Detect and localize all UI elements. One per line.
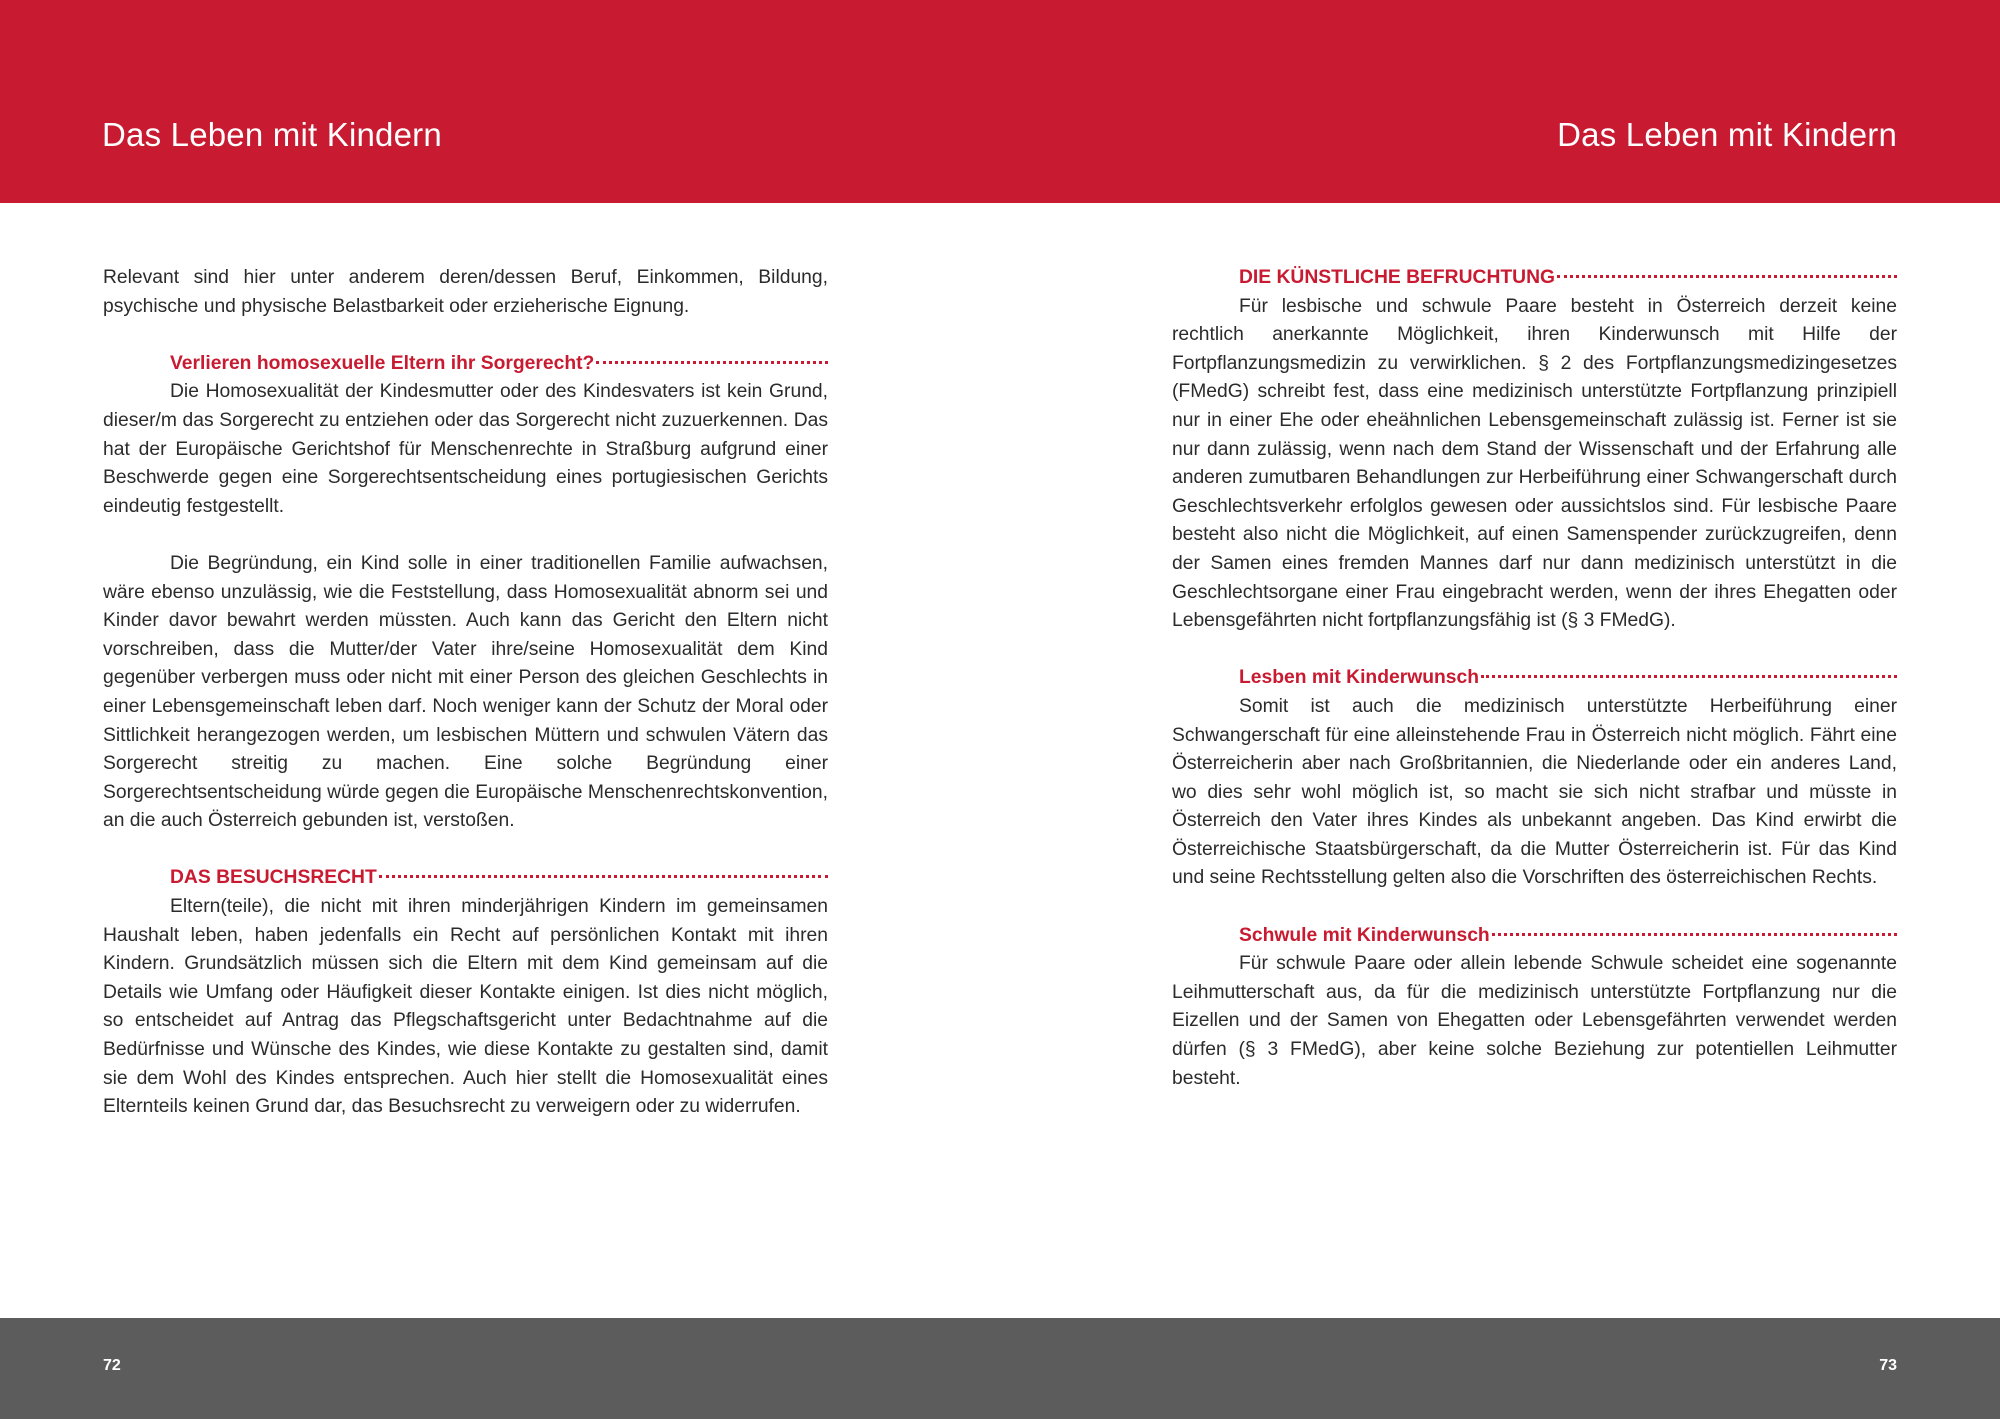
paragraph-schwule: Für schwule Paare oder allein lebende Schwule scheidet eine sogenannte Leihmutterschaft aus, da für die medizinisch unterstützte Fortpflanzung nur die Eizellen und der Samen von Ehegatten oder Lebensgefährten verwendet werden dürfen (§ 3 FMedG), aber keine solche Beziehung zur potentiellen Leihmutter besteht. — [1172, 953, 1897, 1089]
dotted-leader — [596, 355, 828, 364]
spacer — [103, 521, 828, 550]
heading-text: Lesben mit Kinderwunsch — [1239, 667, 1479, 689]
dotted-leader — [1481, 669, 1897, 678]
page-number-right: 73 — [1879, 1357, 1897, 1374]
running-title-right: Das Leben mit Kindern — [1557, 116, 1897, 153]
paragraph-begruendung: Die Begründung, ein Kind solle in einer traditionellen Familie aufwachsen, wäre ebenso unzulässig, wie die Feststellung, dass Homosexualität abnorm sei und Kinder davor bewahrt werden müssten. Auch kann das Gericht den Eltern nicht vorschreiben, dass die Mutter/der Vater ihre/seine Homosexualität dem Kind gegenüber verbergen muss oder nicht mit einer Person des gleichen Geschlechts in einer Lebensgemeinschaft leben darf. Noch weniger kann der Schutz der Moral oder Sittlichkeit herangezogen werden, um lesbischen Müttern und schwulen Vätern das Sorgerecht streitig zu machen. Eine solche Begründung einer Sorgerechtsentscheidung würde gegen die Europäische Menschenrechtskonvention, an die auch Österreich gebunden ist, verstoßen. — [103, 552, 828, 832]
paragraph-befruchtung: Für lesbische und schwule Paare besteht in Österreich derzeit keine rechtlich anerkannte Möglichkeit, ihren Kinderwunsch mit Hilfe der Fortpflanzungsmedizin zu verwirklichen. § 2 des Fortpflanzungsmedizingesetzes (FMedG) schreibt fest, dass eine medizinisch unterstützte Fortpflanzung prinzipiell nur in einer Ehe oder eheähnlichen Lebensgemeinschaft zulässig ist. Ferner ist sie nur dann zulässig, wenn nach dem Stand der Wissenschaft und der Erfahrung alle anderen zumutbaren Behandlungen zur Herbeiführung einer Schwangerschaft durch Geschlechtsverkehr erfolglos gewesen oder aussichtslos sind. Für lesbische Paare besteht also nicht die Möglichkeit, auf einen Samenspender zurückzugreifen, denn der Samen eines fremden Mannes darf nur dann medizinisch unterstützt in die Geschlechtsorgane einer Frau eingebracht werden, wenn der ihres Ehegatten oder Lebensgefährten nicht fortpflanzungsfähig ist (§ 3 FMedG). — [1172, 295, 1897, 632]
dotted-leader — [379, 869, 828, 878]
intro-paragraph: Relevant sind hier unter anderem deren/dessen Beruf, Einkommen, Bildung, psychische und physische Belastbarkeit oder erzieherische Eignung. — [103, 267, 828, 317]
spacer — [103, 836, 828, 865]
dotted-leader — [1557, 269, 1897, 278]
section-heading-sorgerecht — [170, 350, 828, 379]
heading-text: DAS BESUCHSRECHT — [170, 867, 377, 889]
heading-text: DIE KÜNSTLICHE BEFRUCHTUNG — [1239, 267, 1555, 288]
header-band — [0, 0, 2000, 203]
running-title-left: Das Leben mit Kindern — [102, 116, 442, 153]
heading-text: Schwule mit Kinderwunsch — [1239, 924, 1490, 946]
spacer — [103, 321, 828, 350]
section-heading-lesben — [1239, 664, 1897, 693]
spacer — [1172, 893, 1897, 922]
paragraph-sorgerecht: Die Homosexualität der Kindesmutter oder des Kindesvaters ist kein Grund, dieser/m das Sorgerecht zu entziehen oder das Sorgerecht nicht zuzuerkennen. Das hat der Europäische Gerichtshof für Menschenrechte in Straßburg aufgrund einer Beschwerde gegen eine Sorgerechtsentscheidung eines portugiesischen Gerichts eindeutig festgestellt. — [103, 381, 828, 517]
page-number-left: 72 — [103, 1357, 121, 1374]
right-page-column — [1172, 264, 1897, 1093]
section-heading-befruchtung — [1239, 264, 1897, 293]
footer-band — [0, 1318, 2000, 1419]
paragraph-lesben: Somit ist auch die medizinisch unterstützte Herbeiführung einer Schwangerschaft für eine alleinstehende Frau in Österreich nicht möglich. Fährt eine Österreicherin aber nach Großbritannien, die Niederlande oder ein anderes Land, wo dies sehr wohl möglich ist, so macht sie sich nicht strafbar und müsste in Österreich den Vater ihres Kindes als unbekannt angeben. Das Kind erwirbt die Österreichische Staatsbürgerschaft, da die Mutter Österreicherin ist. Für das Kind und seine Rechtsstellung gelten also die Vorschriften des österreichischen Rechts. — [1172, 695, 1897, 889]
paragraph-besuchsrecht: Eltern(teile), die nicht mit ihren minderjährigen Kindern im gemeinsamen Haushalt leben, haben jedenfalls ein Recht auf persönlichen Kontakt mit ihren Kindern. Grundsätzlich müssen sich die Eltern mit dem Kind gemeinsam auf die Details wie Umfang oder Häufigkeit dieser Kontakte einigen. Ist dies nicht möglich, so entscheidet auf Antrag das Pflegschaftsgericht unter Bedachtnahme auf die Bedürfnisse und Wünsche des Kindes, wie diese Kontakte zu gestalten sind, damit sie dem Wohl des Kindes entsprechen. Auch hier stellt die Homosexualität eines Elternteils keinen Grund dar, das Besuchsrecht zu verweigern oder zu widerrufen. — [103, 896, 828, 1118]
section-heading-besuchsrecht — [170, 864, 828, 893]
dotted-leader — [1492, 927, 1897, 936]
section-heading-schwule — [1239, 922, 1897, 951]
heading-text: Verlieren homosexuelle Eltern ihr Sorgerecht? — [170, 352, 595, 374]
left-page-column — [103, 264, 828, 1122]
spacer — [1172, 636, 1897, 665]
